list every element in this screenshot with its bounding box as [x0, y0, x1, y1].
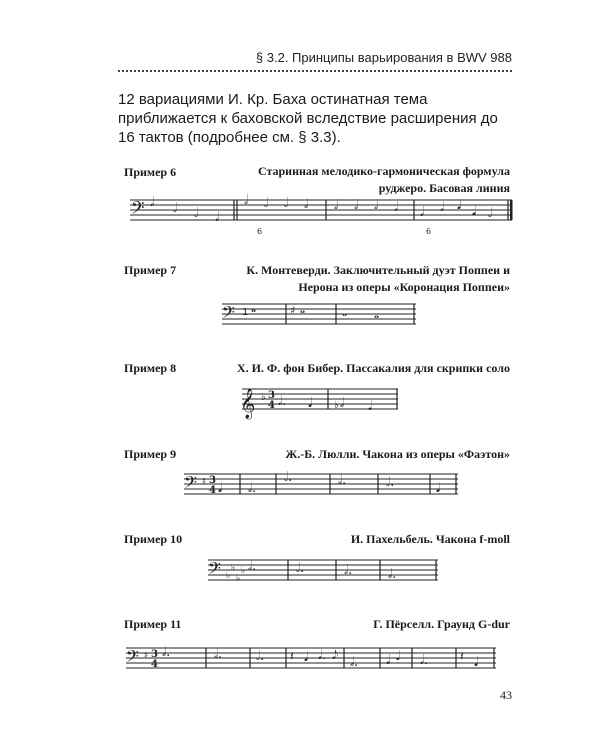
svg-text:♭: ♭	[334, 400, 339, 411]
svg-text:𝅗𝅥.: 𝅗𝅥.	[296, 561, 305, 576]
svg-text:𝅝: 𝅝	[251, 301, 257, 316]
svg-text:𝅗𝅥: 𝅗𝅥	[394, 200, 399, 215]
svg-text:𝅗𝅥: 𝅗𝅥	[244, 193, 249, 208]
svg-text:𝄽: 𝄽	[290, 649, 294, 663]
svg-text:𝅗𝅥.: 𝅗𝅥.	[284, 470, 293, 485]
svg-text:𝅗𝅥.: 𝅗𝅥.	[344, 563, 353, 578]
svg-text:4: 4	[151, 659, 158, 670]
example-10-label: Пример 10	[124, 532, 183, 546]
svg-text:𝅗𝅥: 𝅗𝅥	[215, 210, 220, 225]
svg-text:𝅝: 𝅝	[300, 302, 306, 317]
svg-text:𝅗𝅥: 𝅗𝅥	[173, 201, 178, 216]
example-6-title: Старинная мелодико-гармоническая формула руджеро. Басовая линия	[257, 164, 510, 195]
svg-text:𝅘𝅥: 𝅘𝅥	[368, 399, 373, 414]
svg-text:𝅗𝅥: 𝅗𝅥	[374, 198, 379, 213]
svg-text:𝅗𝅥: 𝅗𝅥	[150, 195, 155, 210]
example-11-label: Пример 11	[124, 617, 182, 631]
svg-text:𝅘𝅥: 𝅘𝅥	[436, 481, 441, 496]
example-10-staff	[204, 556, 440, 586]
svg-text:𝅗𝅥: 𝅗𝅥	[420, 205, 425, 220]
svg-text:♯: ♯	[202, 477, 207, 487]
svg-text:𝅝: 𝅝	[342, 305, 348, 320]
example-9-label: Пример 9	[124, 447, 177, 461]
svg-text:♯: ♯	[290, 304, 296, 317]
svg-text:𝅗𝅥.: 𝅗𝅥.	[420, 653, 429, 668]
example-8-title: Х. И. Ф. фон Бибер. Пассакалия для скрипки соло	[236, 361, 510, 375]
example-8-label: Пример 8	[124, 361, 177, 375]
svg-text:3: 3	[268, 390, 275, 401]
svg-text:𝅗𝅥.: 𝅗𝅥.	[162, 645, 171, 660]
svg-text:𝅗𝅥: 𝅗𝅥	[440, 200, 445, 215]
bass-clef-icon: 𝄢	[208, 558, 221, 582]
example-7-label: Пример 7	[124, 263, 177, 277]
example-7-staff	[218, 300, 418, 330]
svg-text:𝅗𝅥: 𝅗𝅥	[264, 196, 269, 211]
measure-2-notes	[244, 193, 308, 212]
example-11-title: Г. Пёрселл. Граунд G-dur	[373, 617, 510, 631]
svg-text:3: 3	[209, 475, 216, 486]
bass-clef-icon: 𝄢	[184, 472, 197, 496]
svg-text:𝅗𝅥.: 𝅗𝅥.	[278, 394, 287, 409]
bass-clef-icon: 𝄢	[222, 302, 235, 326]
svg-text:𝅘𝅥.: 𝅘𝅥.	[318, 648, 327, 663]
example-9-title: Ж.-Б. Люлли. Чакона из оперы «Фаэтон»	[285, 447, 510, 461]
figured-bass: 6	[257, 227, 263, 236]
svg-text:𝅘𝅥: 𝅘𝅥	[304, 650, 309, 665]
example-8-staff	[240, 384, 400, 420]
example-10-title: И. Пахельбель. Чакона f-moll	[350, 532, 510, 546]
example-7-title: К. Монтеверди. Заключительный дуэт Поппеи и Нерона из оперы «Коронация Поппеи»	[246, 263, 510, 294]
svg-text:𝅘𝅥: 𝅘𝅥	[472, 204, 477, 219]
figured-bass: 6	[426, 227, 432, 236]
svg-text:𝅗𝅥: 𝅗𝅥	[304, 197, 309, 212]
svg-text:𝅘𝅥: 𝅘𝅥	[474, 655, 479, 670]
svg-text:𝅗𝅥.: 𝅗𝅥.	[214, 647, 223, 662]
svg-text:4: 4	[268, 400, 275, 411]
svg-text:𝅗𝅥.: 𝅗𝅥.	[248, 559, 257, 574]
svg-text:𝅗𝅥: 𝅗𝅥	[194, 206, 199, 221]
svg-text:𝅘𝅥: 𝅘𝅥	[218, 481, 223, 496]
svg-text:𝅗𝅥: 𝅗𝅥	[334, 198, 339, 213]
svg-text:♭: ♭	[231, 563, 236, 573]
svg-text:𝅗𝅥.: 𝅗𝅥.	[386, 475, 395, 490]
treble-clef-icon: 𝄞	[240, 389, 256, 419]
svg-text:♭: ♭	[261, 392, 266, 403]
svg-text:𝅘𝅥: 𝅘𝅥	[386, 653, 391, 668]
svg-text:𝅗𝅥: 𝅗𝅥	[488, 206, 493, 221]
bass-clef-icon: 𝄢	[131, 198, 145, 222]
svg-text:𝄽: 𝄽	[460, 649, 464, 663]
svg-text:♭: ♭	[241, 566, 246, 576]
svg-text:𝅗𝅥.: 𝅗𝅥.	[256, 649, 265, 664]
svg-text:1: 1	[242, 307, 249, 318]
example-6-staff	[120, 194, 520, 244]
svg-text:𝅗𝅥: 𝅗𝅥	[354, 198, 359, 213]
svg-text:𝅗𝅥: 𝅗𝅥	[340, 396, 345, 411]
example-6-label: Пример 6	[124, 165, 177, 179]
bass-clef-icon: 𝄢	[126, 646, 139, 670]
header-divider	[118, 70, 512, 72]
svg-text:♭: ♭	[236, 574, 241, 584]
svg-text:♯: ♯	[144, 651, 149, 661]
svg-text:𝅗𝅥.: 𝅗𝅥.	[338, 473, 347, 488]
svg-text:3: 3	[151, 649, 158, 660]
page-number: 43	[500, 688, 512, 702]
svg-text:𝅘𝅥𝅮: 𝅘𝅥𝅮	[332, 648, 339, 662]
svg-text:♭: ♭	[226, 571, 231, 581]
svg-text:𝅘𝅥: 𝅘𝅥	[396, 649, 401, 664]
svg-text:𝅘𝅥: 𝅘𝅥	[308, 396, 313, 411]
svg-text:4: 4	[209, 485, 216, 496]
staff-lines	[130, 200, 512, 220]
svg-text:𝅗𝅥.: 𝅗𝅥.	[350, 655, 359, 670]
example-11-staff	[122, 644, 498, 674]
example-9-staff	[180, 470, 460, 500]
svg-text:𝅗𝅥.: 𝅗𝅥.	[388, 567, 397, 582]
svg-text:𝅗𝅥.: 𝅗𝅥.	[248, 481, 257, 496]
measure-3-notes	[334, 198, 398, 215]
svg-text:𝅝: 𝅝	[374, 307, 380, 322]
svg-text:𝅗𝅥: 𝅗𝅥	[284, 196, 289, 211]
intro-paragraph: 12 вариациями И. Кр. Баха остинатная тема приближается к баховской вследствие расширения до 16 тактов (подробнее см. § 3.3).	[118, 91, 498, 146]
running-header: § 3.2. Принципы варьирования в BWV 988	[255, 50, 512, 65]
svg-text:𝅘𝅥: 𝅘𝅥	[457, 198, 462, 213]
